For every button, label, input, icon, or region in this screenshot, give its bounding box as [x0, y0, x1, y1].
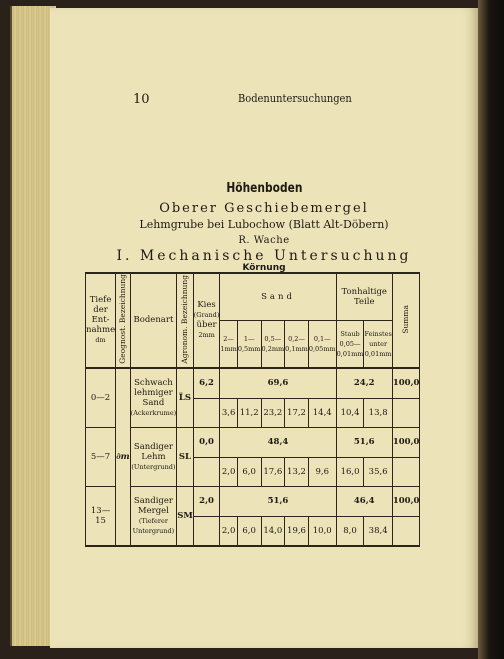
- table-row: [86, 486, 420, 516]
- cell-sand-4: 17,2: [285, 398, 309, 427]
- cell-sand-total: 48,4: [220, 427, 336, 457]
- cell-bodenart: Sandiger Mergel (Tieferer Untergrund): [130, 486, 177, 546]
- cell-bodenart: Sandiger Lehm (Untergrund): [130, 427, 177, 486]
- cell-sand-2: 6,0: [237, 516, 261, 546]
- cell-kies-empty: [193, 516, 220, 546]
- cell-depth: 5—7: [86, 427, 116, 486]
- background-dark: [478, 0, 504, 659]
- cell-sand-3: 14,0: [261, 516, 285, 546]
- cell-depth: 13—15: [86, 486, 116, 546]
- cell-feinstes: 13,8: [364, 398, 392, 427]
- cell-kies: 0,0: [193, 427, 220, 457]
- cell-sand-2: 6,0: [237, 457, 261, 486]
- cell-agronom: L̈S: [177, 368, 194, 428]
- cell-staub: 10,4: [336, 398, 364, 427]
- cell-bodenart: Schwach lehmiger Sand (Ackerkrume): [130, 368, 177, 428]
- cell-ton-total: 24,2: [336, 368, 392, 399]
- author-line: R. Wache: [238, 235, 290, 246]
- header-staub: Staub 0,05—0,01mm: [336, 320, 364, 367]
- header-agronom: Agronom. Bezeichnung: [177, 273, 194, 368]
- cell-sand-2: 11,2: [237, 398, 261, 427]
- header-feinstes: Feinstes unter 0,01mm: [364, 320, 392, 367]
- cell-sand-5: 9,6: [308, 457, 336, 486]
- table-row: [86, 427, 420, 457]
- cell-sand-4: 13,2: [285, 457, 309, 486]
- cell-staub: 16,0: [336, 457, 364, 486]
- cell-kies-empty: [193, 457, 220, 486]
- cell-summa: 100,0: [392, 427, 420, 457]
- document-subtitle: Oberer Geschiebemergel: [159, 201, 369, 216]
- cell-summa: 100,0: [392, 368, 420, 399]
- header-sand-col-5: 0,1—0,05mm: [308, 320, 336, 367]
- cell-sand-1: 2,0: [220, 516, 237, 546]
- cell-depth: 0—2: [86, 368, 116, 428]
- document-title: Höhenboden: [225, 181, 303, 196]
- table-row: [86, 368, 420, 399]
- cell-summa-empty: [392, 457, 420, 486]
- cell-sand-total: 69,6: [220, 368, 336, 399]
- sub-section-heading: Körnung: [242, 263, 286, 273]
- header-sand-col-3: 0,5—0,2mm: [261, 320, 285, 367]
- cell-ton-total: 46,4: [336, 486, 392, 516]
- running-head: Bodenuntersuchungen: [238, 92, 352, 105]
- cell-sand-5: 14,4: [308, 398, 336, 427]
- cell-sand-4: 19,6: [285, 516, 309, 546]
- cell-summa-empty: [392, 398, 420, 427]
- cell-sand-total: 51,6: [220, 486, 336, 516]
- header-bodenart: Bodenart: [130, 273, 177, 368]
- header-summa: Summa: [392, 273, 420, 368]
- cell-agronom: SM: [177, 486, 194, 546]
- cell-agronom: SL: [177, 427, 194, 486]
- header-depth: Tiefe der Ent- nahme dm: [86, 273, 116, 368]
- cell-summa-empty: [392, 516, 420, 546]
- header-sand-col-4: 0,2—0,1mm: [285, 320, 309, 367]
- header-tonhaltige: Tonhaltige Teile: [336, 273, 392, 320]
- cell-summa: 100,0: [392, 486, 420, 516]
- cell-kies: 2,0: [193, 486, 220, 516]
- header-sand-col-2: 1—0,5mm: [237, 320, 261, 367]
- header-kies: Kies (Grand) über 2mm: [193, 273, 220, 368]
- cell-geognost: ∂m: [116, 368, 131, 546]
- cell-ton-total: 51,6: [336, 427, 392, 457]
- grain-size-table: [85, 272, 420, 547]
- cell-kies-empty: [193, 398, 220, 427]
- cell-feinstes: 35,6: [364, 457, 392, 486]
- cell-sand-3: 23,2: [261, 398, 285, 427]
- section-heading: I. Mechanische Untersuchung: [116, 248, 412, 264]
- book-page: [50, 8, 478, 648]
- cell-kies: 6,2: [193, 368, 220, 399]
- cell-sand-5: 10,0: [308, 516, 336, 546]
- cell-feinstes: 38,4: [364, 516, 392, 546]
- cell-sand-3: 17,6: [261, 457, 285, 486]
- header-geognost: Geognost. Bezeichnung: [116, 273, 131, 368]
- page-number: 10: [133, 92, 150, 107]
- header-sand-col-1: 2—1mm: [220, 320, 237, 367]
- cell-staub: 8,0: [336, 516, 364, 546]
- cell-sand-1: 3,6: [220, 398, 237, 427]
- table-header-row-1: [86, 273, 420, 320]
- data-table-container: [85, 272, 420, 547]
- location-line: Lehmgrube bei Lubochow (Blatt Alt-Döbern): [139, 218, 389, 231]
- cell-sand-1: 2,0: [220, 457, 237, 486]
- header-sand: Sand: [220, 273, 336, 320]
